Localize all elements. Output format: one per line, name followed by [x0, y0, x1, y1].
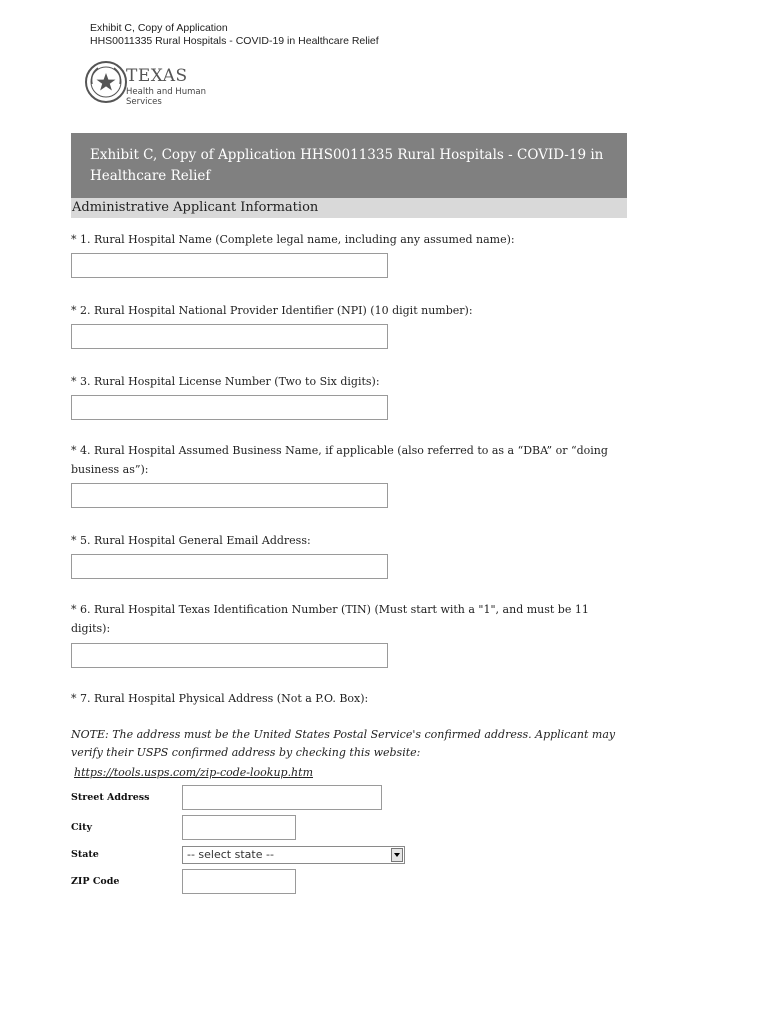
question-3-label: * 3. Rural Hospital License Number (Two to Six digits):	[71, 375, 380, 388]
logo-subtitle: Health and Human Services	[126, 87, 206, 107]
question-4-label: * 4. Rural Hospital Assumed Business Name, if applicable (also referred to as a “DBA” or “doing business as”):	[71, 444, 608, 476]
tin-input[interactable]	[71, 643, 388, 668]
usps-note	[71, 726, 627, 779]
page-header-line1: Exhibit C, Copy of Application	[90, 22, 228, 34]
question-6-label: * 6. Rural Hospital Texas Identification Number (TIN) (Must start with a "1", and must be 11 digits):	[71, 603, 589, 635]
question-7-label: * 7. Rural Hospital Physical Address (Not a P.O. Box):	[71, 692, 369, 705]
texas-seal-icon	[84, 60, 128, 104]
page-header-line2: HHS0011335 Rural Hospitals - COVID-19 in Healthcare Relief	[90, 35, 379, 47]
street-address-input[interactable]	[182, 785, 382, 810]
state-select-value: -- select state --	[187, 848, 274, 861]
usps-lookup-link[interactable]: https://tools.usps.com/zip-code-lookup.htm	[74, 766, 313, 779]
state-label: State	[71, 849, 99, 860]
license-number-input[interactable]	[71, 395, 388, 420]
texas-hhs-logo	[84, 60, 244, 106]
question-2-label: * 2. Rural Hospital National Provider Identifier (NPI) (10 digit number):	[71, 304, 473, 317]
question-1-label: * 1. Rural Hospital Name (Complete legal name, including any assumed name):	[71, 233, 515, 246]
zip-code-label: ZIP Code	[71, 876, 120, 887]
logo-name: TEXAS	[126, 66, 188, 86]
section-title: Administrative Applicant Information	[71, 198, 627, 218]
street-address-label: Street Address	[71, 792, 150, 803]
question-5-label: * 5. Rural Hospital General Email Address:	[71, 534, 311, 547]
email-input[interactable]	[71, 554, 388, 579]
zip-code-input[interactable]	[182, 869, 296, 894]
state-select[interactable]	[182, 846, 405, 864]
dba-name-input[interactable]	[71, 483, 388, 508]
chevron-down-icon[interactable]	[391, 848, 403, 862]
npi-input[interactable]	[71, 324, 388, 349]
usps-note-text: NOTE: The address must be the United States Postal Service's confirmed address. Applicant may verify their USPS confirmed address by checking this website:	[71, 728, 616, 759]
city-label: City	[71, 822, 93, 833]
city-input[interactable]	[182, 815, 296, 840]
hospital-name-input[interactable]	[71, 253, 388, 278]
form-title-banner: Exhibit C, Copy of Application HHS0011335 Rural Hospitals - COVID-19 in Healthcare Relief	[71, 133, 627, 198]
